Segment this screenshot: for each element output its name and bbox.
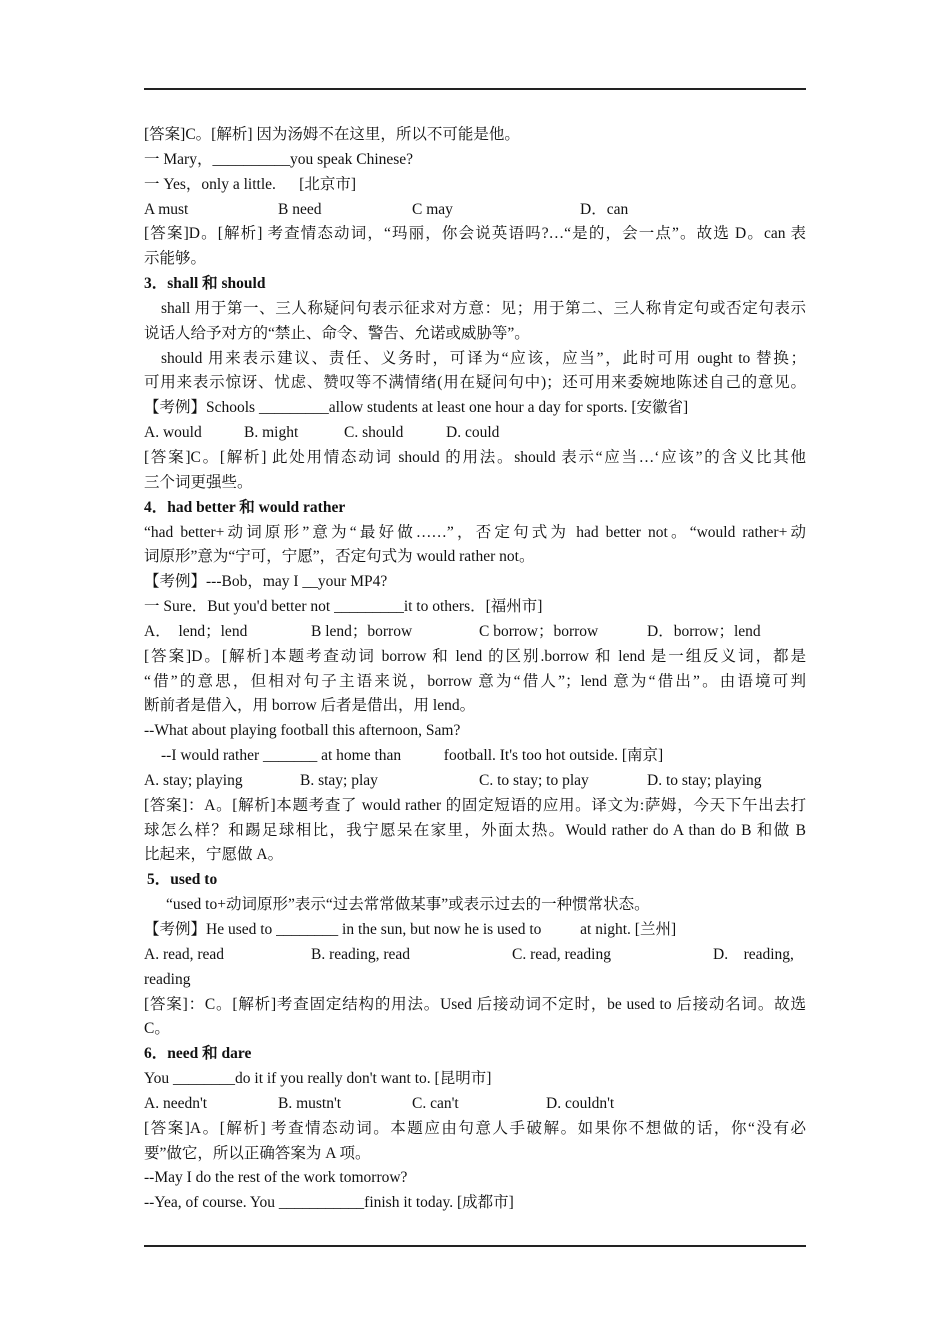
option: C may <box>412 200 453 218</box>
option: C. can't <box>412 1094 459 1112</box>
footer-rule <box>144 1245 806 1247</box>
option: B lend；borrow <box>311 622 413 640</box>
answer-line: 比起来，宁愿做 A。 <box>144 846 284 864</box>
question-line: 一 Mary，__________you speak Chinese? <box>144 150 414 168</box>
option: D. to stay; playing <box>647 771 762 789</box>
answer-line: 三个词更强些。 <box>144 473 253 491</box>
answer-line: [答案]：A。[解析]本题考查了 would rather 的固定短语的应用。译文为:萨姆，今天下午出去打 <box>144 796 806 814</box>
answer-line: [答案]C。[解析] 此处用情态动词 should 的用法。should 表示“应当…‘应该”的含义比其他 <box>144 448 806 466</box>
options-row <box>144 943 806 968</box>
paragraph-line: 词原形”意为“宁可，宁愿”，否定句式为 would rather not。 <box>144 548 535 566</box>
option: B. stay; play <box>300 771 378 789</box>
option: A. stay; playing <box>144 771 243 789</box>
section-heading: 3．shall 和 should <box>144 275 266 293</box>
options-row <box>144 1092 806 1117</box>
option: C. should <box>344 424 404 442</box>
answer-line: [答案]D。[解析]本题考查动词 borrow 和 lend 的区别.borrow 和 lend 是一组反义词，都是 <box>144 647 806 665</box>
paragraph-line: 可用来表示惊讶、忧虑、赞叹等不满情绪(用在疑问句中)；还可用来委婉地陈述自己的意见。 <box>144 374 806 392</box>
example-line: 【考例】He used to ________ in the sun, but now he is used to at night. [兰州] <box>144 921 677 938</box>
example-line: 【考例】---Bob，may I __your MP4? <box>144 573 388 591</box>
option: B. might <box>244 424 299 442</box>
paragraph-line: shall 用于第一、三人称疑问句表示征求对方意：见；用于第二、三人称肯定句或否定句表示 <box>161 299 806 317</box>
answer-line: C。 <box>144 1020 170 1038</box>
answer-line: [答案]A。[解析] 考查情态动词。本题应由句意人手破解。如果你不想做的话，你“没有必 <box>144 1119 806 1137</box>
option: A must <box>144 200 189 218</box>
paragraph-line: “had better+动词原形”意为“最好做……”，否定句式为 had better not。“would rather+动 <box>144 523 806 541</box>
option: B need <box>278 200 322 218</box>
option: A. would <box>144 424 202 442</box>
question-line: --May I do the rest of the work tomorrow? <box>144 1169 408 1187</box>
answer-line: 断前者是借入，用 borrow 后者是借出，用 lend。 <box>144 697 476 715</box>
options-row <box>144 620 806 645</box>
option: B. mustn't <box>278 1094 342 1112</box>
answer-line: 要”做它，所以正确答案为 A 项。 <box>144 1144 371 1162</box>
section-heading: 6．need 和 dare <box>144 1045 252 1063</box>
option: A. read, read <box>144 945 225 963</box>
example-line: 【考例】Schools _________allow students at least one hour a day for sports. [安徽省] <box>144 399 689 417</box>
paragraph-line: 说话人给予对方的“禁止、命令、警告、允诺或威胁等”。 <box>144 324 530 342</box>
option-continued: reading <box>144 970 191 988</box>
section-heading: 5．used to <box>147 871 218 889</box>
question-line: 一 Yes，only a little. [北京市] <box>144 175 356 193</box>
option: D．borrow；lend <box>647 622 761 640</box>
question-line: --What about playing football this afternoon, Sam? <box>144 722 461 740</box>
option: D. could <box>446 424 500 442</box>
answer-line: 球怎么样？和踢足球相比，我宁愿呆在家里，外面太热。Would rather do A than do B 和做 B <box>144 821 806 839</box>
answer-line: [答案]D。[解析] 考查情态动词，“玛丽，你会说英语吗?…“是的，会一点”。故选 D。can 表 <box>144 225 806 243</box>
question-line: --Yea, of course. You ___________finish it today. [成都市] <box>144 1194 514 1212</box>
option: A． lend；lend <box>144 622 248 640</box>
option: C borrow；borrow <box>479 622 599 640</box>
paragraph-line: should 用来表示建议、责任、义务时，可译为“应该，应当”，此时可用 ought to 替换； <box>161 349 806 367</box>
answer-line: [答案]：C。[解析]考查固定结构的用法。Used 后接动词不定时，be used to 后接动名词。故选 <box>144 995 806 1013</box>
options-row <box>144 198 806 223</box>
answer-line: [答案]C。[解析] 因为汤姆不在这里，所以不可能是他。 <box>144 126 520 143</box>
option: B. reading, read <box>311 945 410 963</box>
option: D. reading, <box>713 945 794 963</box>
question-line: You ________do it if you really don't want to. [昆明市] <box>144 1070 492 1088</box>
section-heading: 4．had better 和 would rather <box>144 498 346 516</box>
header-rule <box>144 88 806 90</box>
options-row <box>144 769 806 794</box>
option: C. to stay; to play <box>479 771 589 789</box>
option: D．can <box>580 200 629 218</box>
answer-line: “借”的意思，但相对句子主语来说，borrow 意为“借人”；lend 意为“借出”。由语境可判 <box>144 672 806 690</box>
option: D. couldn't <box>546 1094 615 1112</box>
question-line: --I would rather _______ at home than football. It's too hot outside. [南京] <box>161 747 664 765</box>
option: C. read, reading <box>512 945 611 963</box>
answer-line: 示能够。 <box>144 250 207 268</box>
paragraph-line: “used to+动词原形”表示“过去常常做某事”或表示过去的一种惯常状态。 <box>166 896 650 914</box>
option: A. needn't <box>144 1094 208 1112</box>
options-row <box>144 421 806 446</box>
question-line: 一 Sure．But you'd better not _________it to others．[福州市] <box>144 598 543 616</box>
document-body <box>144 123 806 1216</box>
